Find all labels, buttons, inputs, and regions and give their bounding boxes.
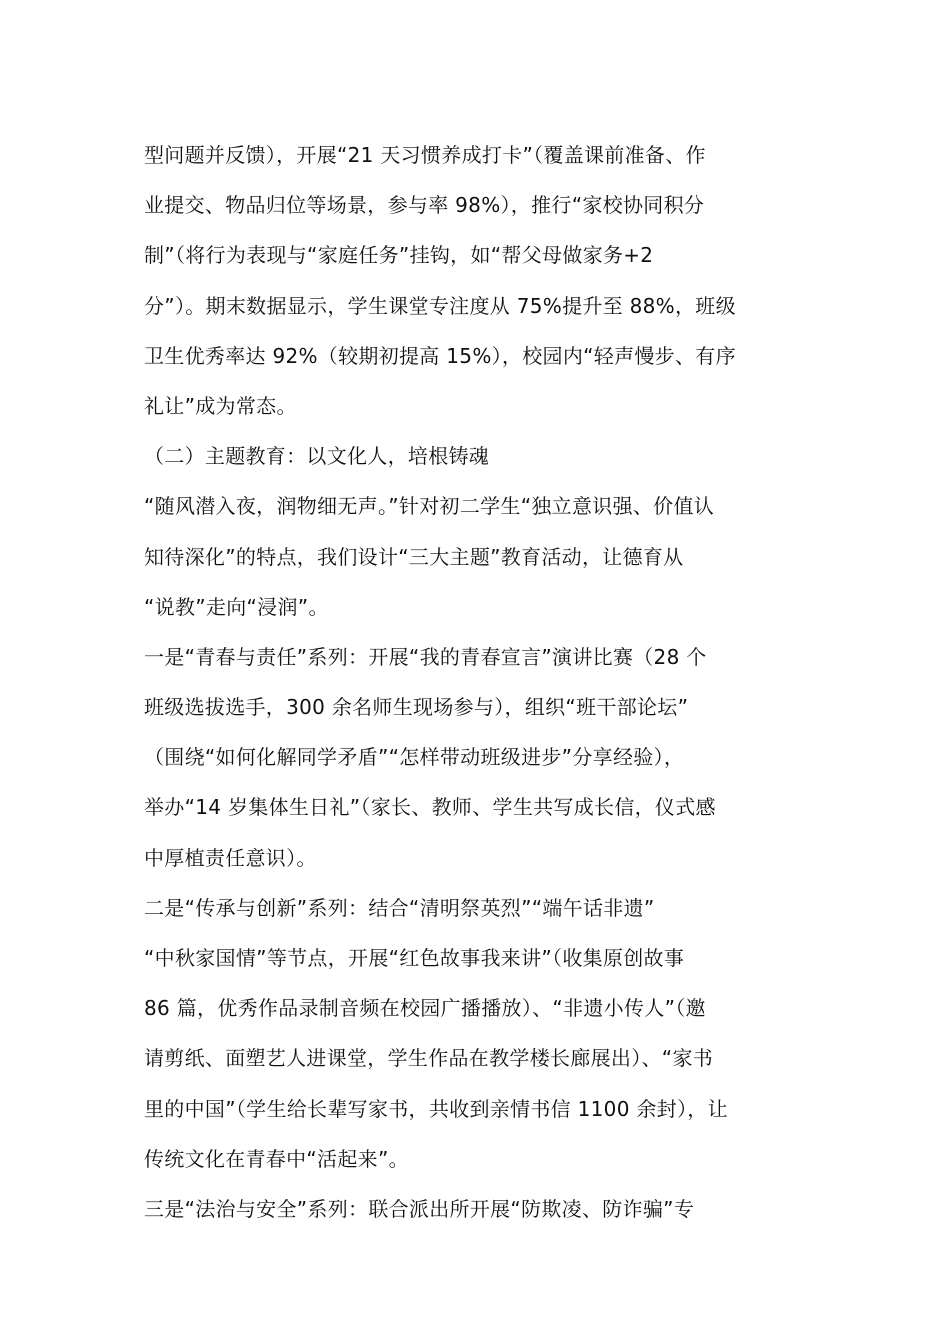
- paragraph-line: “说教”走向“浸润”。: [144, 594, 329, 619]
- section-heading: （二）主题教育：以文化人，培根铸魂: [144, 444, 490, 469]
- document-body: [144, 130, 808, 1234]
- paragraph-line: 业提交、物品归位等场景，参与率 98%），推行“家校协同积分: [144, 193, 705, 218]
- paragraph-line: “中秋家国情”等节点，开展“红色故事我来讲”（收集原创故事: [144, 946, 685, 970]
- paragraph-line: “随风潜入夜，润物细无声。”针对初二学生“独立意识强、价值认: [144, 494, 715, 519]
- paragraph-line: 知待深化”的特点，我们设计“三大主题”教育活动，让德育从: [144, 544, 684, 569]
- paragraph-line: 里的中国”（学生给长辈写家书，共收到亲情书信 1100 余封），让: [144, 1096, 728, 1121]
- paragraph-line: 卫生优秀率达 92%（较期初提高 15%），校园内“轻声慢步、有序: [144, 343, 736, 368]
- paragraph-line: 传统文化在青春中“活起来”。: [144, 1146, 409, 1171]
- paragraph-line: 礼让”成为常态。: [144, 393, 297, 418]
- paragraph-line: 制”（将行为表现与“家庭任务”挂钩，如“帮父母做家务+2: [144, 243, 654, 268]
- paragraph-line: 举办“14 岁集体生日礼”（家长、教师、学生共写成长信，仪式感: [144, 795, 716, 820]
- paragraph-line: 中厚植责任意识）。: [144, 845, 317, 870]
- paragraph-line: 型问题并反馈），开展“21 天习惯养成打卡”（覆盖课前准备、作: [144, 143, 706, 167]
- paragraph-line: （围绕“如何化解同学矛盾”“怎样带动班级进步”分享经验），: [144, 745, 685, 770]
- paragraph-line: 分”）。期末数据显示，学生课堂专注度从 75%提升至 88%，班级: [144, 293, 736, 318]
- paragraph-line: 请剪纸、面塑艺人进课堂，学生作品在教学楼长廊展出）、“家书: [144, 1046, 714, 1071]
- paragraph-line: 86 篇，优秀作品录制音频在校园广播播放）、“非遗小传人”（邀: [144, 996, 706, 1021]
- paragraph-line: 班级选拔选手，300 余名师生现场参与），组织“班干部论坛”: [144, 695, 689, 720]
- paragraph-line: 二是“传承与创新”系列：结合“清明祭英烈”“端午话非遗”: [144, 895, 655, 920]
- paragraph-line: 一是“青春与责任”系列：开展“我的青春宣言”演讲比赛（28 个: [144, 644, 707, 669]
- paragraph-line: 三是“法治与安全”系列：联合派出所开展“防欺凌、防诈骗”专: [144, 1196, 695, 1221]
